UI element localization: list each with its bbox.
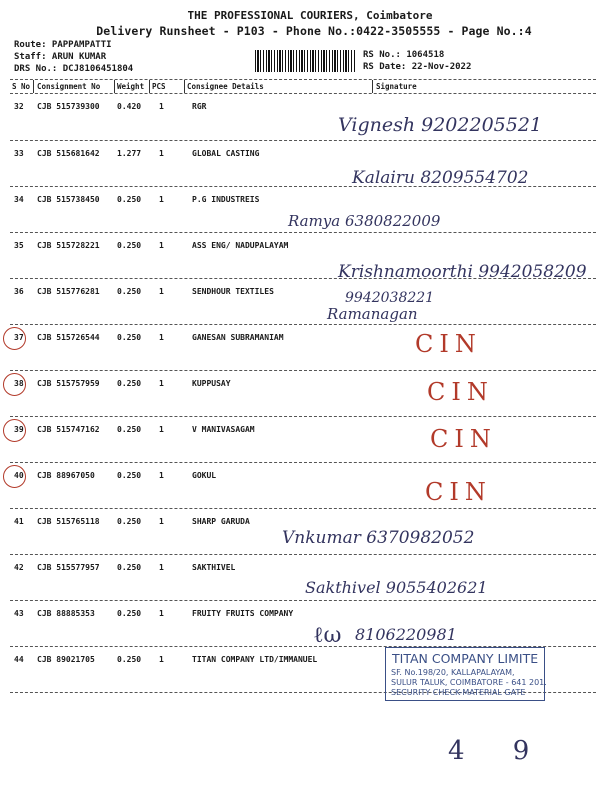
signature-35: Krishnamoorthi 9942058209 [338, 262, 587, 282]
row-divider [10, 508, 596, 509]
row-divider [10, 462, 596, 463]
row-weight: 0.250 [117, 241, 142, 250]
col-divider [372, 80, 373, 93]
row-consignment: CJB 515757959 [37, 379, 100, 388]
signature-33: Kalairu 8209554702 [352, 168, 529, 188]
row-consignment: CJB 515577957 [37, 563, 100, 572]
signature-43: 8106220981 [355, 625, 457, 644]
table-row [0, 149, 600, 169]
row-consignment: CJB 515726544 [37, 333, 100, 342]
row-divider [10, 232, 596, 233]
row-consignee: FRUITY FRUITS COMPANY [192, 609, 294, 618]
signature-42: Sakthivel 9055402621 [305, 578, 488, 597]
col-signature: Signature [376, 82, 417, 91]
signature-43-mark: ℓω [313, 623, 342, 648]
col-divider [114, 80, 115, 93]
row-consignee: SAKTHIVEL [192, 563, 236, 572]
col-sno: S No [12, 82, 31, 91]
row-consignee: GOKUL [192, 471, 217, 480]
col-divider [149, 80, 150, 93]
row-consignment: CJB 88967050 [37, 471, 95, 480]
row-pcs: 1 [159, 195, 164, 204]
row-sno: 37 [14, 333, 24, 342]
row-pcs: 1 [159, 471, 164, 480]
table-row [0, 287, 600, 307]
row-pcs: 1 [159, 425, 164, 434]
row-divider [10, 370, 596, 371]
row-pcs: 1 [159, 379, 164, 388]
row-pcs: 1 [159, 563, 164, 572]
col-consignment: Consignment No [37, 82, 101, 91]
mark-circle [3, 373, 26, 396]
row-weight: 0.420 [117, 102, 142, 111]
stamp-line: TITAN COMPANY LIMITE [392, 651, 539, 666]
row-consignee: V MANIVASAGAM [192, 425, 255, 434]
signature-36-name: Ramanagan [327, 305, 418, 323]
table-row [0, 471, 600, 491]
row-sno: 42 [14, 563, 24, 572]
col-pcs: PCS [152, 82, 166, 91]
row-sno: 44 [14, 655, 24, 664]
row-sno: 36 [14, 287, 24, 296]
row-divider [10, 324, 596, 325]
row-consignment: CJB 88885353 [37, 609, 95, 618]
signature-41: Vnkumar 6370982052 [282, 528, 475, 548]
company-stamp [385, 647, 545, 701]
row-sno: 33 [14, 149, 24, 158]
row-consignee: P.G INDUSTREIS [192, 195, 260, 204]
row-consignee: SENDHOUR TEXTILES [192, 287, 274, 296]
row-pcs: 1 [159, 333, 164, 342]
row-weight: 1.277 [117, 149, 142, 158]
row-weight: 0.250 [117, 287, 142, 296]
cin-40: CIN [425, 478, 492, 506]
cin-38: CIN [427, 378, 494, 406]
stamp-line: SULUR TALUK, COIMBATORE - 641 201. [391, 678, 547, 687]
stamp-line: SF. No.198/20, KALLAPALAYAM, [391, 668, 515, 677]
cin-39: CIN [430, 425, 497, 453]
row-consignment: CJB 515681642 [37, 149, 100, 158]
header-rule-top [10, 79, 596, 80]
col-divider [184, 80, 185, 93]
row-sno: 41 [14, 517, 24, 526]
row-divider [10, 416, 596, 417]
row-weight: 0.250 [117, 517, 142, 526]
table-row [0, 241, 600, 261]
row-weight: 0.250 [117, 655, 142, 664]
stamp-line: SECURITY CHECK-MATERIAL GATE [391, 688, 526, 697]
table-row [0, 609, 600, 629]
signature-32: Vignesh 9202205521 [338, 114, 543, 136]
rs-number: RS No.: 1064518 [363, 50, 445, 60]
row-pcs: 1 [159, 517, 164, 526]
row-pcs: 1 [159, 102, 164, 111]
row-consignee: KUPPUSAY [192, 379, 231, 388]
mark-circle [3, 327, 26, 350]
row-sno: 32 [14, 102, 24, 111]
row-consignment: CJB 515776281 [37, 287, 100, 296]
row-pcs: 1 [159, 241, 164, 250]
rs-date: RS Date: 22-Nov-2022 [363, 62, 472, 72]
row-pcs: 1 [159, 655, 164, 664]
row-sno: 38 [14, 379, 24, 388]
drs-number: DRS No.: DCJ8106451804 [14, 64, 134, 74]
route-label: Route: PAPPAMPATTI [14, 40, 112, 50]
row-sno: 40 [14, 471, 24, 480]
row-pcs: 1 [159, 287, 164, 296]
runsheet-title: Delivery Runsheet - P103 - Phone No.:0422-3505555 - Page No.:4 [96, 24, 532, 38]
mark-circle [3, 465, 26, 488]
row-weight: 0.250 [117, 425, 142, 434]
row-weight: 0.250 [117, 609, 142, 618]
row-consignment: CJB 515747162 [37, 425, 100, 434]
header-rule-bottom [10, 93, 596, 94]
row-weight: 0.250 [117, 471, 142, 480]
row-consignee: RGR [192, 102, 207, 111]
row-pcs: 1 [159, 149, 164, 158]
signature-36-phone: 9942038221 [345, 290, 435, 306]
staff-label: Staff: ARUN KUMAR [14, 52, 107, 62]
table-row [0, 425, 600, 445]
mark-circle [3, 419, 26, 442]
cin-37: CIN [415, 330, 482, 358]
row-sno: 43 [14, 609, 24, 618]
row-consignee: TITAN COMPANY LTD/IMMANUEL [192, 655, 318, 664]
row-consignment: CJB 515728221 [37, 241, 100, 250]
row-divider [10, 554, 596, 555]
company-title: THE PROFESSIONAL COURIERS, Coimbatore [187, 9, 433, 22]
barcode [255, 50, 355, 72]
row-divider [10, 140, 596, 141]
row-consignee: ASS ENG/ NADUPALAYAM [192, 241, 289, 250]
row-consignment: CJB 515739300 [37, 102, 100, 111]
signature-34: Ramya 6380822009 [288, 212, 441, 230]
row-weight: 0.250 [117, 333, 142, 342]
row-consignment: CJB 515738450 [37, 195, 100, 204]
row-consignment: CJB 515765118 [37, 517, 100, 526]
handwritten-page-mark: 4 9 [448, 736, 550, 766]
row-consignee: GANESAN SUBRAMANIAM [192, 333, 284, 342]
row-sno: 35 [14, 241, 24, 250]
table-row [0, 379, 600, 399]
table-row [0, 563, 600, 583]
row-weight: 0.250 [117, 195, 142, 204]
row-sno: 34 [14, 195, 24, 204]
row-weight: 0.250 [117, 379, 142, 388]
row-consignment: CJB 89021705 [37, 655, 95, 664]
col-weight: Weight [117, 82, 145, 91]
row-divider [10, 600, 596, 601]
row-sno: 39 [14, 425, 24, 434]
table-row [0, 333, 600, 353]
col-consignee: Consignee Details [187, 82, 264, 91]
row-weight: 0.250 [117, 563, 142, 572]
row-consignee: SHARP GARUDA [192, 517, 250, 526]
row-pcs: 1 [159, 609, 164, 618]
col-divider [33, 80, 34, 93]
row-consignee: GLOBAL CASTING [192, 149, 260, 158]
